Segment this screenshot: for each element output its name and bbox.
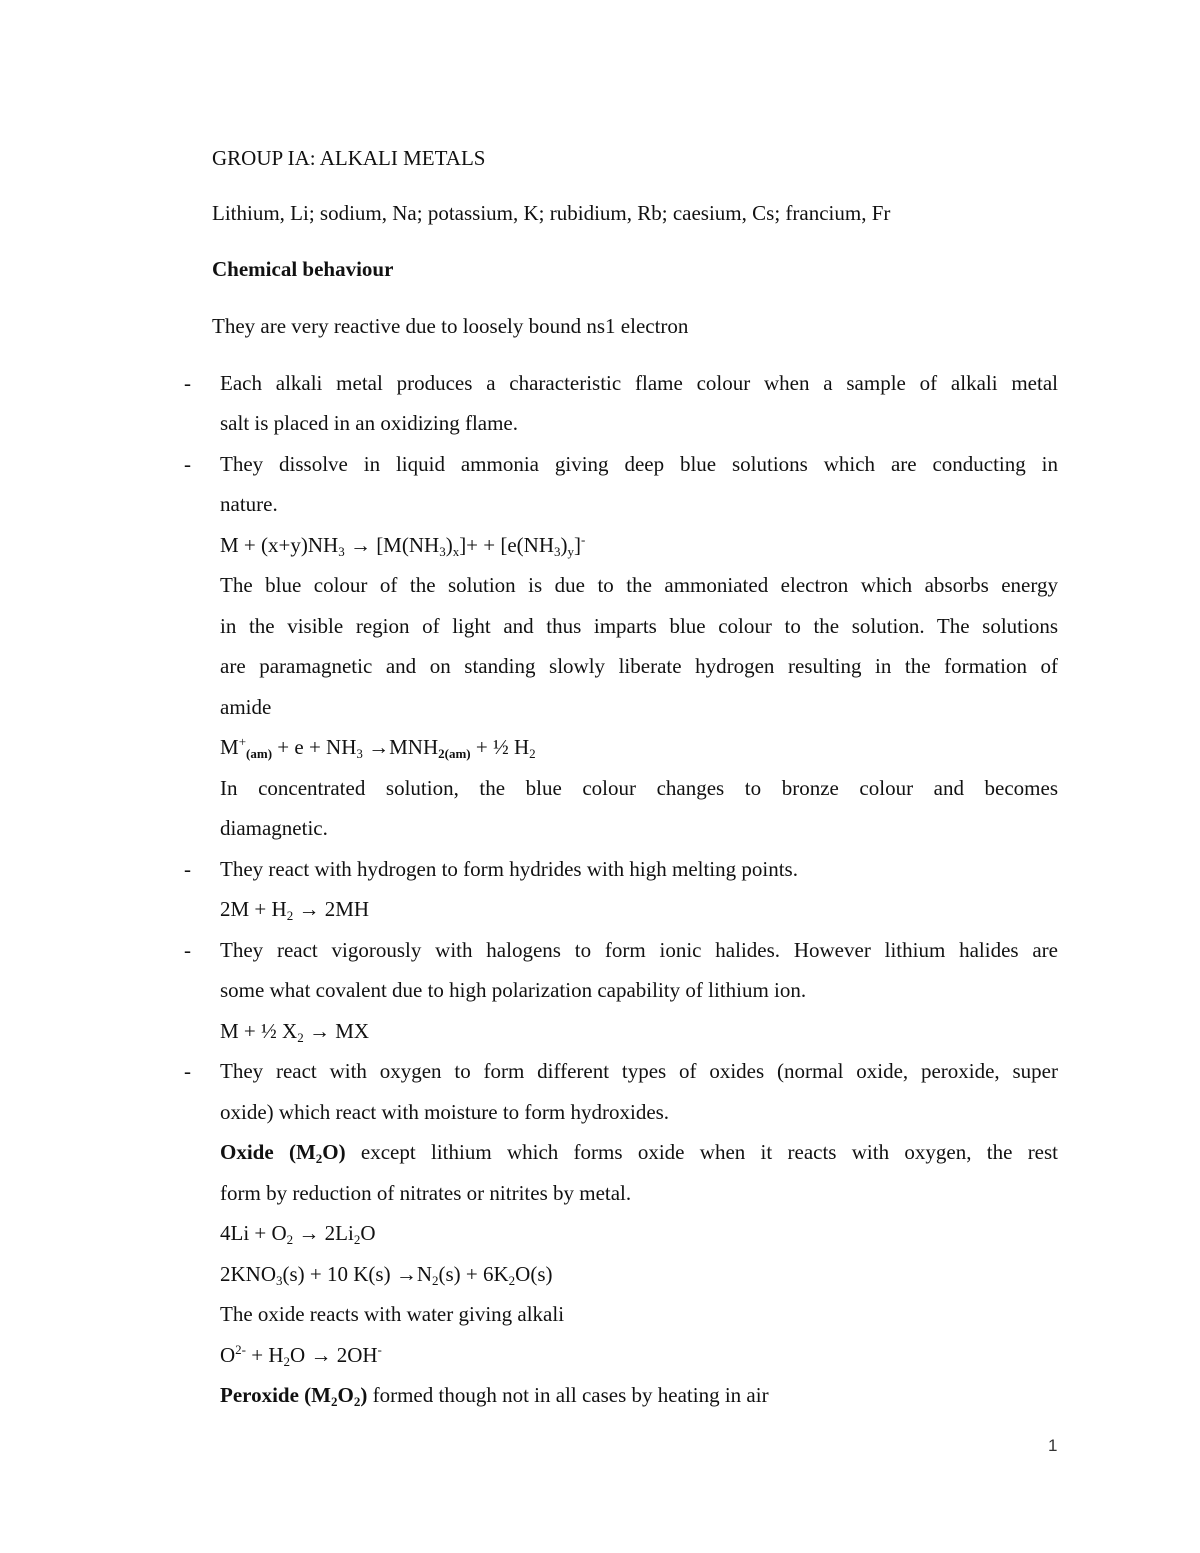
equation-lithium-oxide: $4Li + O_2 \to 2Li_2O$ bbox=[220, 1221, 376, 1247]
bullet-marker: - bbox=[184, 857, 191, 881]
section-heading-text: Chemical behaviour bbox=[212, 257, 394, 281]
bullet-marker: - bbox=[184, 371, 191, 395]
paragraph-line: They react with hydrogen to form hydrides with high melting points. bbox=[220, 857, 798, 881]
paragraph-line: They react vigorously with halogens to form ionic halides. However lithium halides are bbox=[220, 938, 1058, 962]
bullet-marker: - bbox=[184, 452, 191, 476]
paragraph-line: diamagnetic. bbox=[220, 816, 328, 840]
equation-ammonia: $M + (x+y)NH_3 \to [M(NH_3)_x]+ + [e(NH_3)_y]^-$ bbox=[220, 532, 586, 559]
paragraph-line: are paramagnetic and on standing slowly liberate hydrogen resulting in the formation of bbox=[220, 654, 1058, 678]
paragraph-line: amide bbox=[220, 695, 272, 719]
equation-hydride: $2M + H_2 \to 2MH$ bbox=[220, 897, 370, 923]
oxide-paragraph: Oxide $(M_2O)$ except lithium which forms oxide when it reacts with oxygen, the rest bbox=[220, 1140, 1059, 1166]
paragraph-line: oxide) which react with moisture to form hydroxides. bbox=[220, 1100, 670, 1124]
paragraph-line: salt is placed in an oxidizing flame. bbox=[220, 411, 518, 435]
paragraph-line: nature. bbox=[220, 492, 278, 516]
equation-oxide-water: $O^{2-} + H_2O \to 2OH^-$ bbox=[220, 1342, 382, 1369]
paragraph-line: They react with oxygen to form different types of oxides (normal oxide, peroxide, super bbox=[220, 1059, 1058, 1083]
section-heading bbox=[212, 256, 393, 282]
paragraph-line: some what covalent due to high polarization capability of lithium ion. bbox=[220, 978, 807, 1002]
equation-amide: $M^+_{(am)} + e + NH_3 \to MNH_{2(am)}$ + ½ $H_2$ bbox=[220, 734, 536, 761]
paragraph-line: The oxide reacts with water giving alkali bbox=[220, 1302, 565, 1326]
intro-text: They are very reactive due to loosely bound ns1 electron bbox=[212, 314, 689, 338]
page-title: GROUP IA: ALKALI METALS bbox=[212, 146, 486, 170]
paragraph-line: form by reduction of nitrates or nitrites by metal. bbox=[220, 1181, 632, 1205]
page-number: 1 bbox=[1048, 1436, 1058, 1455]
peroxide-paragraph: Peroxide $(M_2O_2)$ formed though not in all cases by heating in air bbox=[220, 1383, 769, 1409]
equation-halide: M + ½ $X_2$ → MX bbox=[220, 1019, 370, 1045]
elements-list: Lithium, Li; sodium, Na; potassium, K; rubidium, Rb; caesium, Cs; francium, Fr bbox=[212, 201, 891, 225]
bullet-marker: - bbox=[184, 938, 191, 962]
paragraph-line: In concentrated solution, the blue colour changes to bronze colour and becomes bbox=[220, 776, 1058, 800]
paragraph-line: Each alkali metal produces a characteristic flame colour when a sample of alkali metal bbox=[220, 371, 1058, 395]
equation-potassium-nitrate: $2KNO_3(s) + 10$ $K(s) \to N_2(s) + 6K_2O(s)$ bbox=[220, 1262, 553, 1288]
paragraph-line: They dissolve in liquid ammonia giving deep blue solutions which are conducting in bbox=[220, 452, 1058, 476]
paragraph-line: in the visible region of light and thus imparts blue colour to the solution. The solutions bbox=[220, 614, 1058, 638]
paragraph-line: The blue colour of the solution is due to the ammoniated electron which absorbs energy bbox=[220, 573, 1058, 597]
bullet-marker: - bbox=[184, 1059, 191, 1083]
